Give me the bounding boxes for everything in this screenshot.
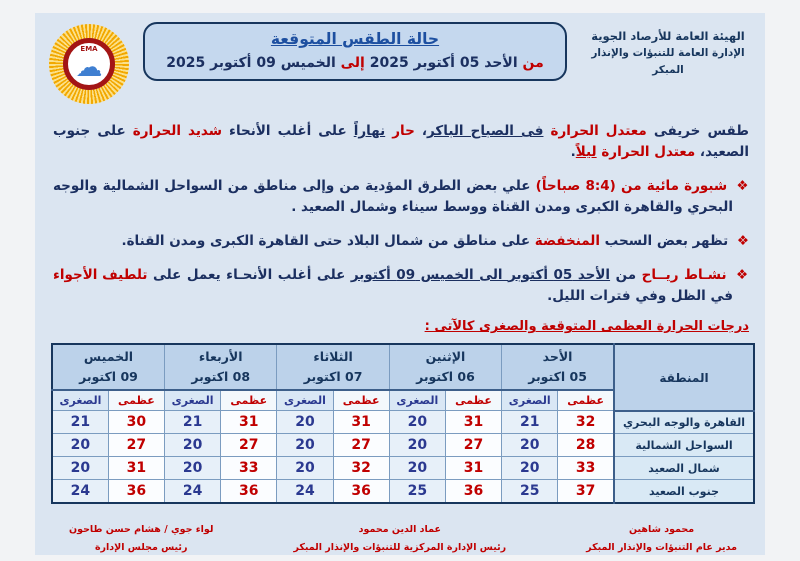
min-label: الصغرى bbox=[165, 390, 221, 411]
text-segment: إلى bbox=[335, 55, 365, 71]
org-line1: الهيئة العامة للأرصاد الجوية bbox=[591, 29, 745, 43]
text-segment: ليلاً bbox=[575, 143, 597, 160]
table-row bbox=[52, 480, 754, 504]
temp-max-cell: 33 bbox=[558, 457, 614, 480]
temp-max-cell: 27 bbox=[333, 434, 389, 457]
day-header bbox=[277, 344, 389, 390]
text-segment: نشـاط ريــاح bbox=[636, 266, 727, 283]
bulletin-page bbox=[35, 13, 765, 555]
day-name: الإثنين bbox=[425, 349, 466, 365]
signature-title: رئيس الإدارة المركزية للتنبؤات والإنذار المبكر bbox=[293, 541, 507, 553]
temp-max-cell: 32 bbox=[558, 411, 614, 434]
ema-logo-icon bbox=[47, 22, 131, 106]
text-segment: معتدل الحرارة bbox=[596, 143, 696, 160]
forecast-bullet-item bbox=[53, 176, 749, 218]
temp-min-cell: 25 bbox=[389, 480, 445, 504]
min-label: الصغرى bbox=[389, 390, 445, 411]
temp-min-cell: 20 bbox=[502, 457, 558, 480]
temp-max-cell: 31 bbox=[445, 457, 501, 480]
text-segment: المنخفضة bbox=[530, 232, 600, 249]
temp-min-cell: 20 bbox=[502, 434, 558, 457]
temp-max-cell: 31 bbox=[445, 411, 501, 434]
signature-title: رئيس مجلس الإدارة bbox=[94, 541, 188, 553]
min-label: الصغرى bbox=[277, 390, 333, 411]
temp-max-cell: 27 bbox=[445, 434, 501, 457]
temp-min-cell: 20 bbox=[389, 411, 445, 434]
table-row bbox=[52, 434, 754, 457]
text-segment: شبورة مائية من (8:4 صباحاً) bbox=[530, 177, 728, 194]
region-name: السواحل الشمالية bbox=[614, 434, 754, 457]
forecast-bullet-item bbox=[53, 265, 749, 307]
temp-max-cell: 32 bbox=[333, 457, 389, 480]
temp-min-cell: 20 bbox=[277, 457, 333, 480]
signature-name: محمود شاهين bbox=[628, 524, 695, 536]
day-name: الأحد bbox=[542, 349, 573, 365]
day-date: 08 اكتوبر bbox=[191, 369, 251, 385]
bullet-icon: ❖ bbox=[730, 266, 749, 283]
temp-min-cell: 20 bbox=[389, 457, 445, 480]
temp-min-cell: 24 bbox=[52, 480, 108, 504]
max-label: عظمى bbox=[445, 390, 501, 411]
temp-max-cell: 36 bbox=[445, 480, 501, 504]
signature-block bbox=[586, 521, 737, 555]
forecast-bullet-item bbox=[53, 231, 749, 252]
signatures bbox=[35, 521, 765, 555]
logo-ring bbox=[63, 38, 115, 90]
temp-min-cell: 21 bbox=[52, 411, 108, 434]
temp-max-cell: 27 bbox=[221, 434, 277, 457]
day-date: 06 اكتوبر bbox=[416, 369, 475, 385]
temp-min-cell: 20 bbox=[52, 434, 108, 457]
region-name: شمال الصعيد bbox=[614, 457, 754, 480]
day-date: 07 اكتوبر bbox=[303, 369, 363, 385]
cloud-icon: ☁ bbox=[75, 52, 103, 83]
forecast-text-section bbox=[35, 106, 765, 306]
text-segment: ، bbox=[414, 123, 428, 139]
logo-text: EMA bbox=[80, 45, 98, 53]
temp-min-cell: 20 bbox=[165, 457, 221, 480]
table-heading: درجات الحرارة العظمى المتوقعة والصغرى كالآتى : bbox=[424, 319, 749, 335]
text-segment: نهاراً bbox=[353, 123, 386, 139]
temp-max-cell: 31 bbox=[108, 457, 164, 480]
text-segment: من bbox=[610, 266, 637, 283]
text-segment: على جنوب الصعيد، bbox=[53, 123, 749, 160]
temp-max-cell: 33 bbox=[221, 457, 277, 480]
temp-min-cell: 20 bbox=[389, 434, 445, 457]
text-segment: معتدل الحرارة bbox=[543, 123, 647, 139]
text-segment: الأحد 05 أكتوبر 2025 bbox=[364, 55, 518, 71]
text-segment: تلطيف الأجواء bbox=[53, 266, 148, 283]
min-label: الصغرى bbox=[502, 390, 558, 411]
max-label: عظمى bbox=[333, 390, 389, 411]
temp-min-cell: 20 bbox=[277, 411, 333, 434]
temperature-table bbox=[51, 343, 755, 504]
title-box bbox=[143, 22, 567, 81]
table-row bbox=[52, 457, 754, 480]
day-header bbox=[389, 344, 501, 390]
day-name: الأربعاء bbox=[198, 349, 243, 365]
temp-min-cell: 21 bbox=[502, 411, 558, 434]
day-name: الخميس bbox=[83, 349, 134, 365]
signature-name: لواء جوي / هشام حسن طاحون bbox=[69, 524, 214, 536]
temp-max-cell: 36 bbox=[221, 480, 277, 504]
temp-max-cell: 36 bbox=[108, 480, 164, 504]
text-segment: على أغلب الأنحاء bbox=[222, 123, 354, 139]
temp-max-cell: 37 bbox=[558, 480, 614, 504]
day-date: 05 اكتوبر bbox=[528, 369, 587, 385]
text-segment: . bbox=[570, 143, 576, 160]
org-line2: الإدارة العامة للتنبؤات والإنذار المبكر bbox=[591, 47, 745, 77]
text-segment: على أغلب الأنحـاء يعمل على bbox=[147, 266, 351, 283]
day-header bbox=[165, 344, 277, 390]
forecast-paragraph bbox=[53, 121, 749, 163]
text-segment: طقس خريفى bbox=[646, 123, 749, 139]
text-segment: الأحد 05 أكتوبر الى الخميس 09 أكتوبر bbox=[350, 266, 611, 283]
bullet-icon: ❖ bbox=[731, 177, 749, 194]
forecast-date-range bbox=[155, 55, 555, 71]
signature-block bbox=[293, 521, 506, 555]
temp-min-cell: 24 bbox=[277, 480, 333, 504]
text-segment: شديد الحرارة bbox=[125, 123, 222, 139]
max-label: عظمى bbox=[108, 390, 164, 411]
signature-title: مدير عام التنبؤات والإنذار المبكر bbox=[586, 541, 737, 553]
bullet-icon: ❖ bbox=[732, 232, 749, 249]
temp-max-cell: 36 bbox=[333, 480, 389, 504]
max-label: عظمى bbox=[221, 390, 277, 411]
region-column-header: المنطقة bbox=[614, 344, 754, 411]
temp-min-cell: 20 bbox=[277, 434, 333, 457]
region-name: جنوب الصعيد bbox=[614, 480, 754, 504]
text-segment: علي بعض الطرق المؤدية من وإلى مناطق من السواحل الشمالية والوجه البحري والقاهرة الكبرى ومدن القناة ووسط سيناء وشمال الصعيد . bbox=[53, 177, 733, 215]
temp-min-cell: 20 bbox=[165, 434, 221, 457]
day-header bbox=[502, 344, 614, 390]
temp-min-cell: 21 bbox=[165, 411, 221, 434]
temp-max-cell: 27 bbox=[108, 434, 164, 457]
temp-max-cell: 28 bbox=[558, 434, 614, 457]
text-segment: فى الصباح الباكر bbox=[427, 123, 544, 139]
temp-max-cell: 31 bbox=[333, 411, 389, 434]
text-segment: على مناطق من شمال البلاد حتى القاهرة الكبرى ومدن القناة. bbox=[121, 232, 531, 249]
table-row bbox=[52, 411, 754, 434]
signature-name: عماد الدين محمود bbox=[358, 524, 441, 536]
temp-min-cell: 20 bbox=[52, 457, 108, 480]
text-segment: في الظل وفي فترات الليل. bbox=[547, 287, 733, 304]
text-segment: الخميس 09 أكتوبر 2025 bbox=[166, 55, 336, 71]
signature-block bbox=[69, 521, 213, 555]
region-name: القاهرة والوجه البحري bbox=[614, 411, 754, 434]
day-name: الثلاثاء bbox=[313, 349, 353, 365]
temp-min-cell: 25 bbox=[502, 480, 558, 504]
temp-max-cell: 30 bbox=[108, 411, 164, 434]
temp-min-cell: 24 bbox=[165, 480, 221, 504]
temp-max-cell: 31 bbox=[221, 411, 277, 434]
day-date: 09 اكتوبر bbox=[79, 369, 138, 385]
organization-name bbox=[579, 22, 757, 79]
sun-rays-icon bbox=[49, 24, 129, 104]
min-label: الصغرى bbox=[52, 390, 108, 411]
text-segment: من bbox=[517, 55, 544, 71]
max-label: عظمى bbox=[558, 390, 614, 411]
page-title: حالة الطقس المتوقعة bbox=[270, 30, 440, 48]
text-segment: تظهر بعض السحب bbox=[599, 232, 729, 249]
text-segment: حار bbox=[385, 123, 415, 139]
header bbox=[35, 13, 765, 106]
day-header bbox=[52, 344, 165, 390]
